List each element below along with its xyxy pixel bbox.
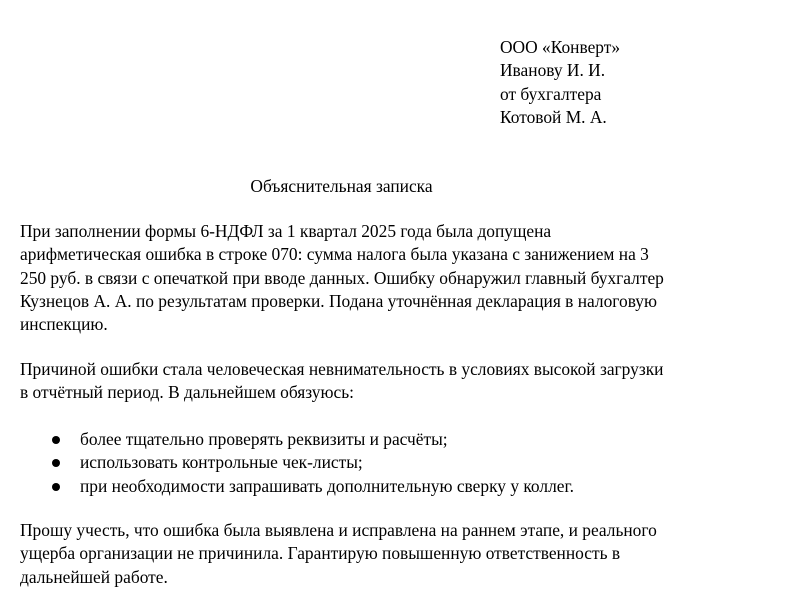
paragraph-incident <box>20 220 785 336</box>
addressee-recipient: Иванову И. И. <box>500 60 606 81</box>
text-line: ущерба организации не причинила. Гарантирую повышенную ответственность в <box>20 543 621 564</box>
text-line: арифметическая ошибка в строке 070: сумма налога была указана с занижением на 3 <box>20 244 649 265</box>
addressee-sender: Котовой М. А. <box>500 106 607 127</box>
list-item <box>20 451 574 474</box>
document-title: Объяснительная записка <box>250 176 433 196</box>
commitments-list <box>20 428 574 498</box>
list-item <box>20 475 574 498</box>
text-line: Кузнецов А. А. по результатам проверки. Подана уточнённая декларация в налоговую <box>20 290 657 311</box>
text-line: инспекцию. <box>20 314 108 335</box>
list-item <box>20 428 574 451</box>
addressee-block <box>500 36 620 129</box>
text-line: При заполнении формы 6-НДФЛ за 1 квартал 2025 года была допущена <box>20 221 552 241</box>
text-line: Прошу учесть, что ошибка была выявлена и исправлена на раннем этапе, и реального <box>20 520 657 540</box>
list-item-text: при необходимости запрашивать дополнительную сверку у коллег. <box>80 475 574 496</box>
bullet-icon <box>52 436 60 444</box>
list-item-text: более тщательно проверять реквизиты и расчёты; <box>80 429 448 449</box>
bullet-icon <box>52 483 60 491</box>
addressee-from-label: от бухгалтера <box>500 83 602 104</box>
bullet-icon <box>52 459 60 467</box>
paragraph-cause <box>20 358 785 405</box>
text-line: в отчётный период. В дальнейшем обязуюсь: <box>20 382 354 403</box>
text-line: 250 руб. в связи с опечаткой при вводе данных. Ошибку обнаружил главный бухгалтер <box>20 267 664 288</box>
paragraph-request <box>20 519 785 589</box>
addressee-organization: ООО «Конверт» <box>500 37 621 57</box>
text-line: дальнейшей работе. <box>20 566 168 587</box>
text-line: Причиной ошибки стала человеческая невнимательность в условиях высокой загрузки <box>20 359 664 379</box>
list-item-text: использовать контрольные чек-листы; <box>80 452 363 473</box>
